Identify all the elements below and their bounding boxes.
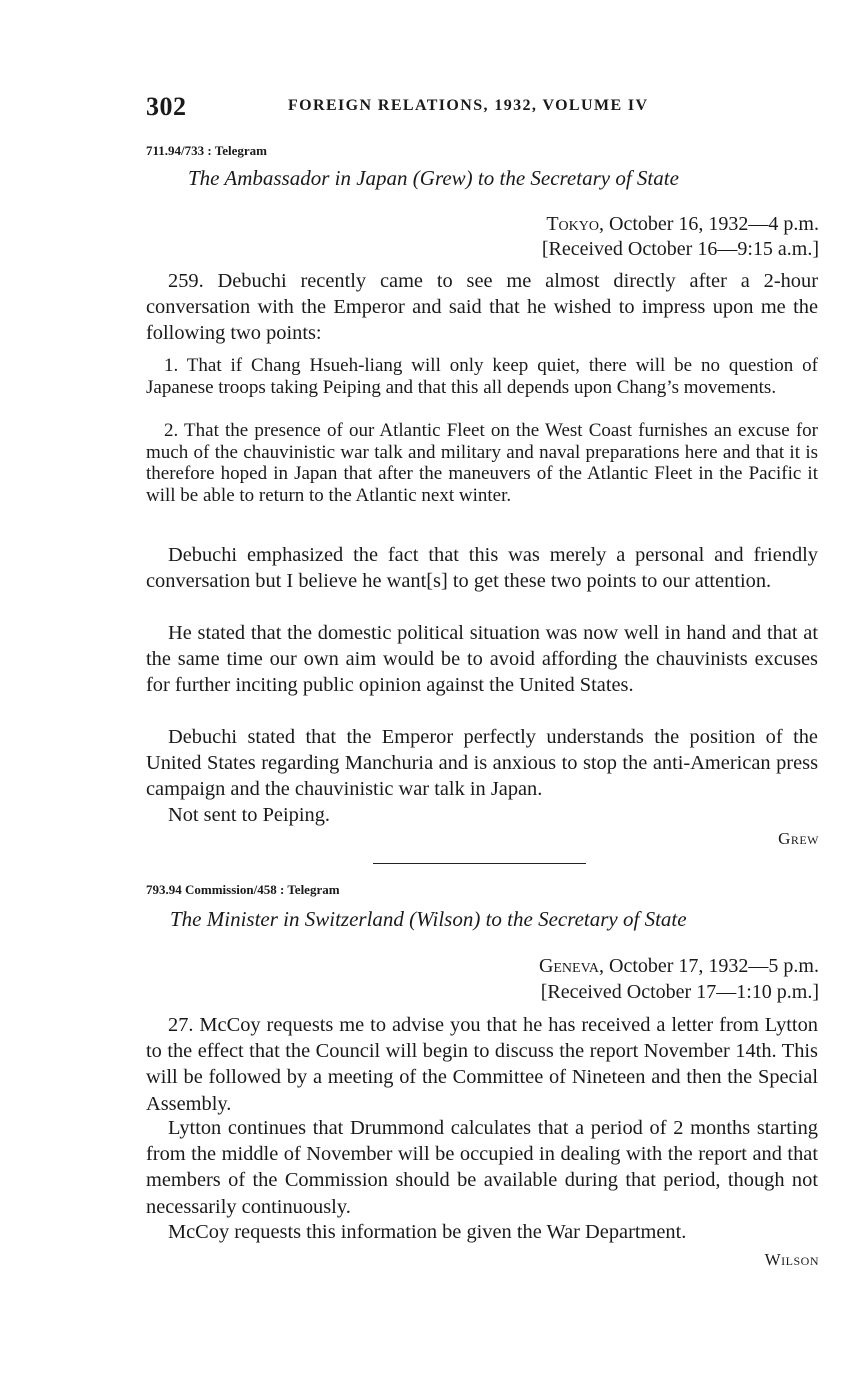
doc2-date: , October 17, 1932—5 p.m. xyxy=(599,955,819,977)
doc2-paragraph-1: 27. McCoy requests me to advise you that he has received a letter from Lytton to the effect that the Council will begin to discuss the report November 14th. This will be followed by a meeting of the Committee of Nineteen and then the Special Assembly. xyxy=(146,1014,818,1115)
doc2-dateline xyxy=(539,955,819,978)
doc1-date: , October 16, 1932—4 p.m. xyxy=(599,213,819,235)
doc2-heading: The Minister in Switzerland (Wilson) to the Secretary of State xyxy=(170,907,687,931)
doc2-received: [Received October 17—1:10 p.m.] xyxy=(540,981,819,1003)
doc1-paragraph-3: He stated that the domestic political situation was now well in hand and that at the same time our own aim would be to avoid affording the chauvinists excuses for further inciting public opinion against the United States. xyxy=(146,622,818,697)
doc1-place: Tokyo xyxy=(546,213,600,235)
doc2-signature: Wilson xyxy=(764,1250,819,1269)
doc1-file-number: 711.94/733 : Telegram xyxy=(146,143,267,158)
doc1-dateline xyxy=(546,213,819,236)
doc1-paragraph-5: Not sent to Peiping. xyxy=(168,804,330,826)
running-title: FOREIGN RELATIONS, 1932, VOLUME IV xyxy=(288,97,649,114)
doc1-paragraph-4: Debuchi stated that the Emperor perfectly understands the position of the United States regarding Manchuria and is anxious to stop the anti-American press campaign and the chauvinistic war talk in Japan. xyxy=(146,726,818,801)
doc1-heading: The Ambassador in Japan (Grew) to the Secretary of State xyxy=(188,166,679,190)
doc1-received: [Received October 16—9:15 a.m.] xyxy=(541,238,819,260)
doc2-file-number: 793.94 Commission/458 : Telegram xyxy=(146,882,340,897)
doc2-place: Geneva xyxy=(538,955,600,977)
doc2-paragraph-3: McCoy requests this information be given the War Department. xyxy=(168,1221,687,1243)
doc1-paragraph-1: 259. Debuchi recently came to see me almost directly after a 2-hour conversation with the Emperor and said that he wished to impress upon me the following two points: xyxy=(146,270,818,345)
doc1-point-2: 2. That the presence of our Atlantic Fleet on the West Coast furnishes an excuse for much of the chauvinistic war talk and military and naval preparations here and that it is therefore hoped in Japan that after the maneuvers of the Atlantic Fleet in the Pacific it will be able to return to the Atlantic next winter. xyxy=(146,420,818,506)
doc1-signature: Grew xyxy=(778,829,819,848)
doc2-paragraph-2: Lytton continues that Drummond calculates that a period of 2 months starting from the middle of November will be occupied in dealing with the report and that members of the Commission should be available during that period, though not necessarily continuously. xyxy=(146,1117,818,1218)
doc1-point-1: 1. That if Chang Hsueh-liang will only keep quiet, there will be no question of Japanese troops taking Peiping and that this all depends upon Chang’s movements. xyxy=(146,355,818,398)
doc1-paragraph-2: Debuchi emphasized the fact that this was merely a personal and friendly conversation but I believe he want[s] to get these two points to our attention. xyxy=(146,544,818,593)
section-divider xyxy=(373,863,586,864)
page-number: 302 xyxy=(146,92,187,121)
